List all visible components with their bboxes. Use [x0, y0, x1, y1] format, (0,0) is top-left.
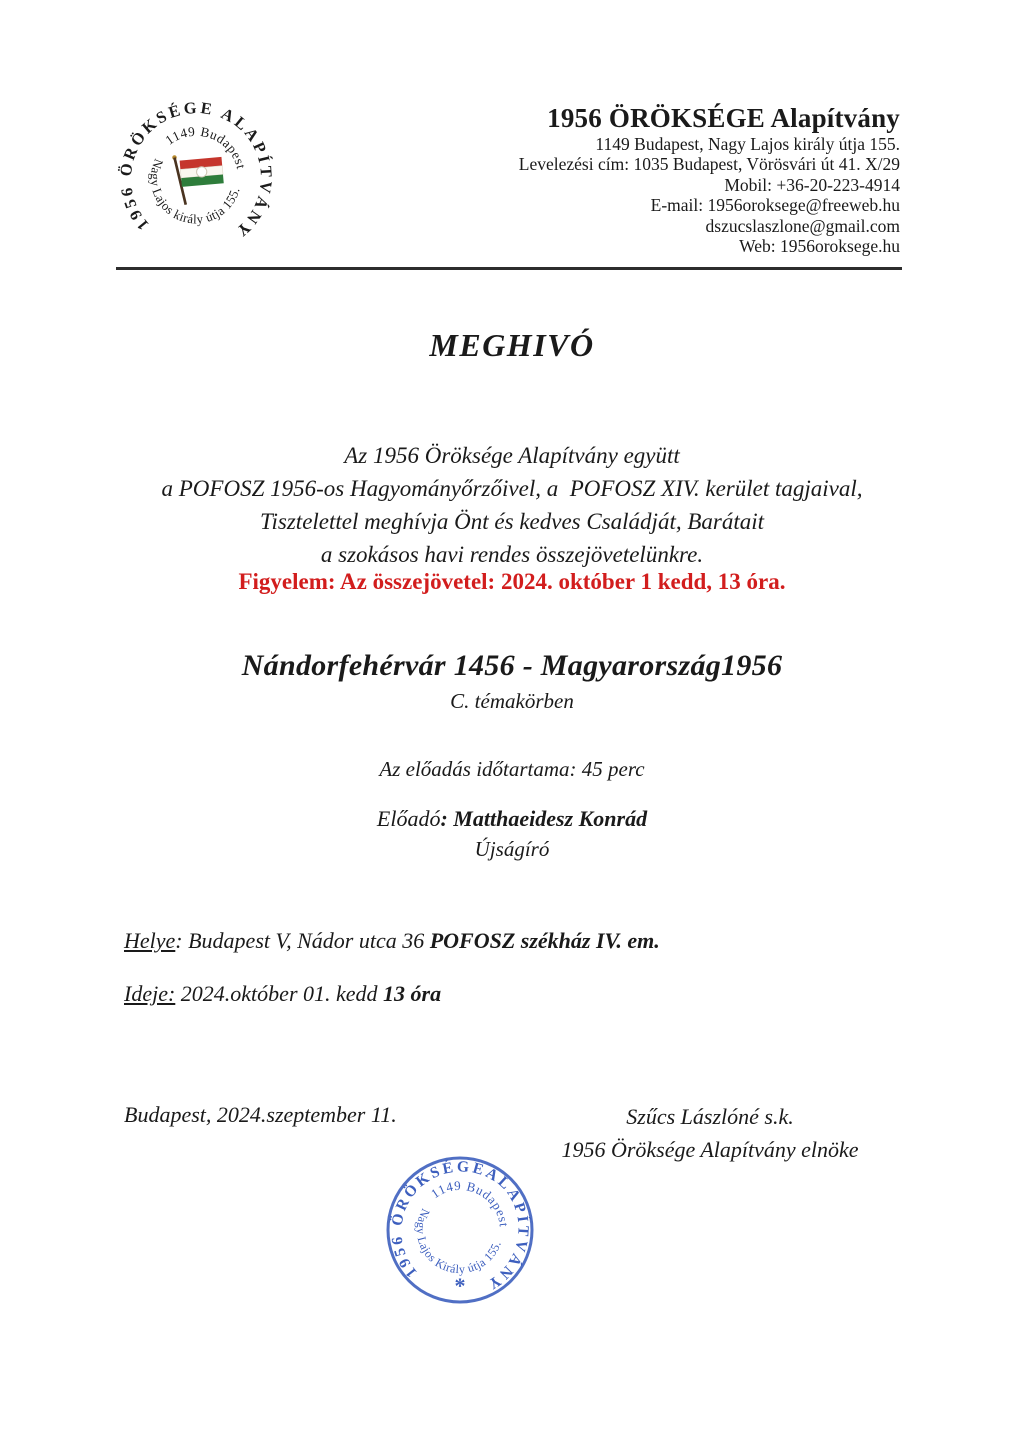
stamp-ring-text: 1956 ÖRÖKSÉGEALAPÍTVÁNY	[388, 1158, 532, 1294]
date-label: Ideje:	[124, 981, 176, 1006]
mailing-address-line: Levelezési cím: 1035 Budapest, Vörösvári út 41. X/29	[518, 154, 900, 175]
email-line-2: dszucslaszlone@gmail.com	[705, 215, 900, 236]
web-line: Web: 1956oroksege.hu	[739, 236, 900, 257]
header-divider	[116, 267, 902, 270]
foundation-name: 1956 ÖRÖKSÉGE Alapítvány	[547, 103, 900, 133]
signature-title: 1956 Öröksége Alapítvány elnöke	[561, 1137, 859, 1162]
logo-inner-top-text: 1149 Budapest	[162, 123, 250, 171]
address-line: 1149 Budapest, Nagy Lajos király útja 155.	[595, 134, 900, 154]
invitation-line: Az 1956 Öröksége Alapítvány együtt	[344, 443, 680, 468]
foundation-logo-stamp-icon	[112, 94, 280, 262]
date-time: 13 óra	[383, 981, 442, 1006]
mobile-line: Mobil: +36-20-223-4914	[724, 174, 900, 195]
logo-ring-text: 1956 ÖRÖKSÉGE ALAPÍTVÁNY	[115, 97, 277, 243]
event-subtitle: C. témakörben	[450, 689, 574, 713]
invitation-line: a szokásos havi rendes összejövetelünkre.	[320, 542, 704, 567]
logo-inner-bottom-text: Nagy Lajos király útja 155.	[147, 157, 243, 227]
stamp-asterisk: *	[454, 1273, 466, 1298]
event-title: Nándorfehérvár 1456 - Magyarország1956	[241, 649, 783, 682]
presenter-line	[0, 806, 1024, 832]
lecture-duration: Az előadás időtartama: 45 perc	[379, 757, 645, 781]
blue-foundation-stamp-icon	[380, 1150, 540, 1310]
venue-text: : Budapest V, Nádor utca 36	[175, 928, 430, 953]
attention-notice: Figyelem: Az összejövetel: 2024. október 1 kedd, 13 óra.	[238, 569, 786, 594]
presenter-name: : Matthaeidesz Konrád	[440, 806, 648, 831]
presenter-label: Előadó	[376, 806, 441, 831]
stamp-inner-top-text: 1149 Budapest	[428, 1177, 512, 1229]
venue-building: POFOSZ székház IV. em.	[429, 928, 660, 953]
document-title: MEGHIVÓ	[429, 327, 595, 363]
invitation-line: Tisztelettel meghívja Önt és kedves Családját, Barátait	[259, 509, 765, 534]
venue-line	[124, 928, 660, 954]
invitation-paragraph	[0, 439, 1024, 571]
signature-name: Szűcs Lászlóné s.k.	[626, 1104, 794, 1129]
letterhead	[519, 102, 900, 256]
issue-date-place: Budapest, 2024.szeptember 11.	[124, 1102, 397, 1127]
venue-label: Helye	[124, 928, 176, 953]
stamp-inner-bottom-text: Nagy Lajos Király útja 155.	[413, 1206, 504, 1277]
date-line	[124, 981, 441, 1007]
email-line-1: E-mail: 1956oroksege@freeweb.hu	[650, 195, 900, 216]
hungarian-flag-1956-icon	[172, 155, 224, 204]
presenter-role: Újságíró	[474, 837, 550, 861]
signature-block	[552, 1100, 868, 1166]
date-text: 2024.október 01. kedd	[175, 981, 384, 1006]
invitation-line: a POFOSZ 1956-os Hagyományőrzőivel, a POFOSZ XIV. kerület tagjaival,	[161, 476, 863, 501]
